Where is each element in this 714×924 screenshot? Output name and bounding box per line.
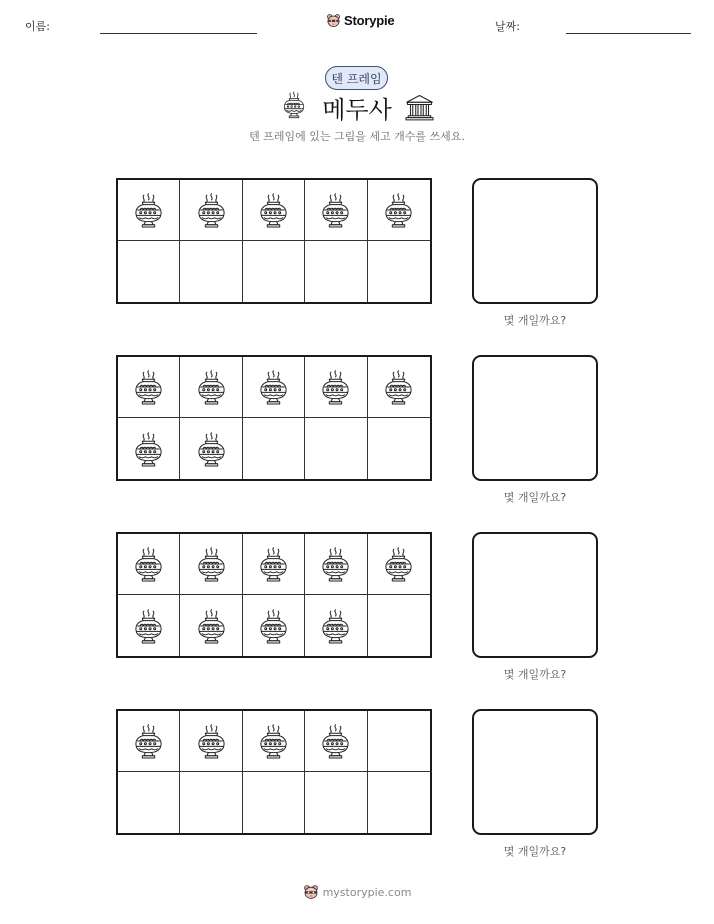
ten-frame-cell bbox=[118, 241, 180, 302]
incense-urn-icon bbox=[383, 188, 414, 232]
ten-frame-cell bbox=[368, 534, 430, 595]
instructions: 텐 프레임에 있는 그림을 세고 개수를 쓰세요. bbox=[249, 130, 465, 143]
ten-frame-cell bbox=[368, 357, 430, 418]
storypie-mascot-icon bbox=[303, 884, 319, 900]
incense-urn-icon bbox=[258, 604, 289, 648]
ten-frame-cell bbox=[305, 534, 367, 595]
ten-frame-cell bbox=[243, 418, 305, 479]
answer-box[interactable] bbox=[472, 709, 598, 835]
incense-urn-icon bbox=[383, 542, 414, 586]
incense-urn-icon bbox=[196, 427, 227, 471]
ten-frame-cell bbox=[243, 772, 305, 833]
ten-frame-cell bbox=[305, 772, 367, 833]
ten-frame-cell bbox=[180, 357, 242, 418]
name-label: 이름: bbox=[25, 20, 50, 33]
brand-name: Storypie bbox=[344, 13, 395, 28]
ten-frame-cell bbox=[180, 180, 242, 241]
incense-urn-icon bbox=[258, 365, 289, 409]
ten-frame-cell bbox=[243, 534, 305, 595]
count-question: 몇 개일까요? bbox=[503, 668, 567, 681]
incense-urn-icon bbox=[320, 604, 351, 648]
greek-temple-icon bbox=[404, 94, 435, 121]
ten-frame-cell bbox=[118, 772, 180, 833]
ten-frame-cell bbox=[368, 418, 430, 479]
ten-frame-cell bbox=[180, 711, 242, 772]
incense-urn-icon bbox=[258, 719, 289, 763]
ten-frame-cell bbox=[118, 534, 180, 595]
incense-urn-icon bbox=[196, 542, 227, 586]
ten-frame-cell bbox=[118, 180, 180, 241]
ten-frame-cell bbox=[118, 595, 180, 656]
answer-box[interactable] bbox=[472, 178, 598, 304]
ten-frame-cell bbox=[180, 772, 242, 833]
incense-urn-icon bbox=[196, 365, 227, 409]
ten-frame-cell bbox=[180, 534, 242, 595]
answer-box[interactable] bbox=[472, 532, 598, 658]
ten-frame-cell bbox=[180, 418, 242, 479]
incense-urn-icon bbox=[133, 542, 164, 586]
date-label: 날짜: bbox=[495, 20, 520, 33]
footer bbox=[0, 884, 714, 900]
ten-frame-cell bbox=[305, 595, 367, 656]
incense-urn-icon bbox=[196, 719, 227, 763]
incense-urn-icon bbox=[133, 719, 164, 763]
ten-frame-cell bbox=[368, 711, 430, 772]
ten-frame-2 bbox=[116, 355, 432, 481]
incense-urn-icon bbox=[133, 427, 164, 471]
ten-frame-cell bbox=[118, 711, 180, 772]
incense-urn-icon bbox=[320, 188, 351, 232]
count-question: 몇 개일까요? bbox=[503, 845, 567, 858]
ten-frame-cell bbox=[180, 595, 242, 656]
incense-urn-icon bbox=[383, 365, 414, 409]
ten-frame-cell bbox=[368, 241, 430, 302]
incense-urn-icon bbox=[320, 719, 351, 763]
ten-frame-cell bbox=[305, 180, 367, 241]
answer-box[interactable] bbox=[472, 355, 598, 481]
category-badge: 텐 프레임 bbox=[325, 66, 388, 90]
ten-frame-cell bbox=[305, 418, 367, 479]
ten-frame-cell bbox=[243, 357, 305, 418]
ten-frame-cell bbox=[243, 711, 305, 772]
ten-frame-cell bbox=[368, 772, 430, 833]
brand-logo bbox=[326, 13, 394, 28]
ten-frame-cell bbox=[243, 595, 305, 656]
ten-frame-cell bbox=[305, 711, 367, 772]
count-question: 몇 개일까요? bbox=[503, 314, 567, 327]
ten-frame-cell bbox=[180, 241, 242, 302]
ten-frame-cell bbox=[118, 357, 180, 418]
count-question: 몇 개일까요? bbox=[503, 491, 567, 504]
footer-url: mystorypie.com bbox=[322, 885, 412, 899]
incense-urn-icon bbox=[133, 188, 164, 232]
name-field-line[interactable] bbox=[100, 33, 257, 34]
ten-frame-cell bbox=[305, 241, 367, 302]
ten-frame-cell bbox=[305, 357, 367, 418]
ten-frame-4 bbox=[116, 709, 432, 835]
incense-urn-icon bbox=[320, 365, 351, 409]
page-title: 메두사 bbox=[322, 96, 392, 124]
incense-urn-icon bbox=[320, 542, 351, 586]
date-field-line[interactable] bbox=[566, 33, 691, 34]
ten-frame-1 bbox=[116, 178, 432, 304]
ten-frame-cell bbox=[243, 241, 305, 302]
incense-urn-icon bbox=[133, 604, 164, 648]
incense-urn-icon bbox=[133, 365, 164, 409]
incense-urn-icon bbox=[258, 188, 289, 232]
ten-frame-3 bbox=[116, 532, 432, 658]
ten-frame-cell bbox=[118, 418, 180, 479]
storypie-mascot-icon bbox=[326, 13, 341, 28]
ten-frame-cell bbox=[243, 180, 305, 241]
incense-urn-icon bbox=[196, 604, 227, 648]
incense-urn-icon bbox=[196, 188, 227, 232]
ten-frame-cell bbox=[368, 180, 430, 241]
ten-frame-cell bbox=[368, 595, 430, 656]
incense-urn-icon bbox=[258, 542, 289, 586]
